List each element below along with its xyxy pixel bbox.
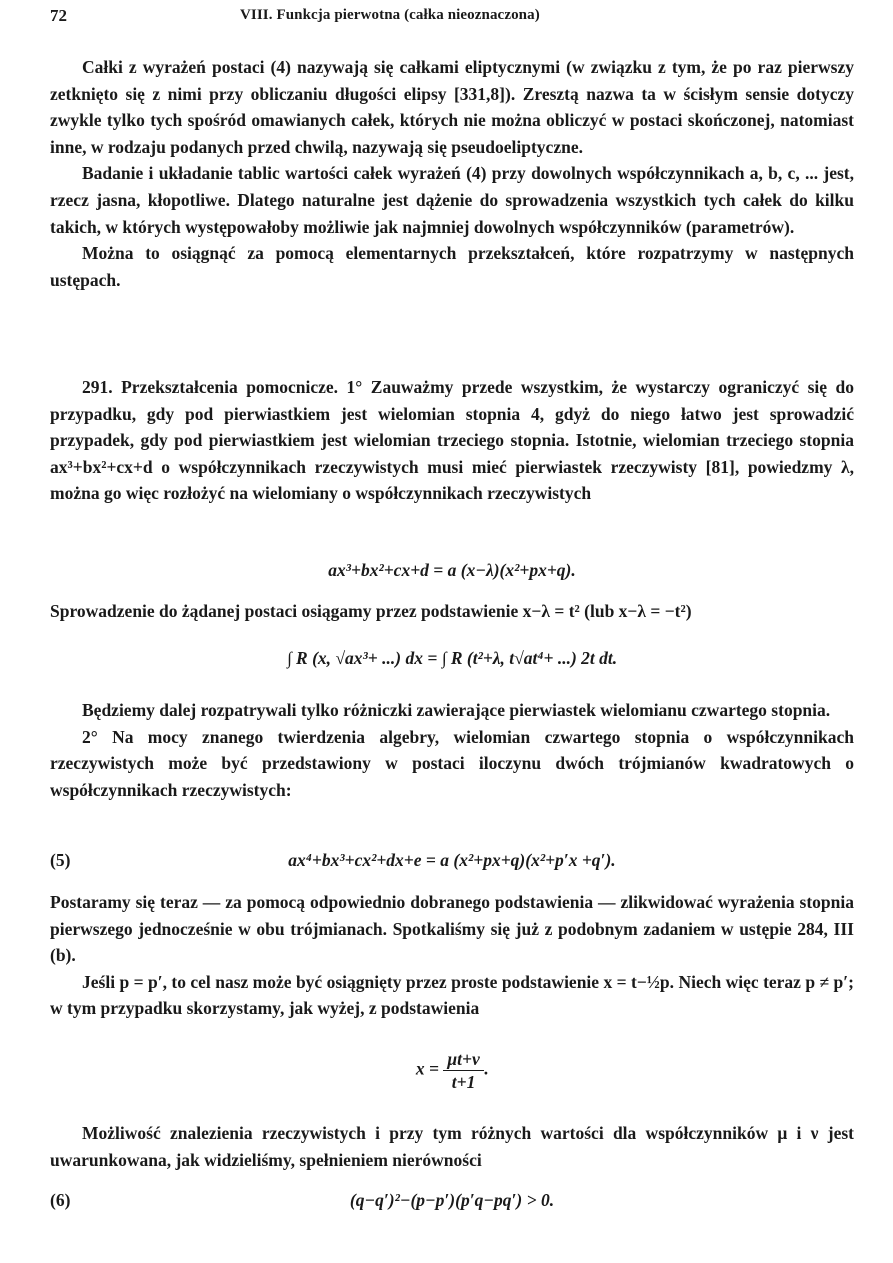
paragraph: Badanie i układanie tablic wartości całek wyrażeń (4) przy dowolnych współczynnikach a, b, c, ... jest, rzecz jasna, kłopotliwe. Dlatego naturalne jest dążenie do sprowadzenia wszystkich tych całek do kilku takich, w których występowałoby możliwie jak najmniej dowolnych współczynników (parametrów). — [50, 163, 854, 237]
section-291 — [50, 374, 854, 507]
substitution-line: Sprowadzenie do żądanej postaci osiągamy przez podstawienie x−λ = t² (lub x−λ = −t²) — [50, 601, 692, 621]
final-paragraph: Możliwość znalezienia rzeczywistych i przy tym różnych wartości dla współczynników μ i ν jest uwarunkowana, jak widzieliśmy, spełnieniem nierówności — [50, 1123, 854, 1170]
middle-paragraphs — [50, 697, 854, 803]
paragraph: 2° Na mocy znanego twierdzenia algebry, wielomian czwartego stopnia o współczynnikach rzeczywistych może być przedstawiony w postaci iloczynu dwóch trójmianów kwadratowych o współczynnikach rzeczywistych: — [50, 726, 854, 800]
equation-label: (6) — [50, 1190, 71, 1210]
running-title: VIII. Funkcja pierwotna (całka nieoznaczona) — [240, 7, 540, 23]
equation-label: (5) — [50, 850, 71, 870]
running-header — [50, 6, 854, 28]
paragraph: Postaramy się teraz — za pomocą odpowiednio dobranego podstawienia — zlikwidować wyrażenia stopnia pierwszego jednocześnie w obu trójmianach. Spotkaliśmy się już z podobnym zadaniem w ustępie 284, III (b). — [50, 892, 854, 966]
page-number: 72 — [50, 6, 67, 25]
fraction: $\frac{\mu t+\nu}{t+1}$ — [443, 1048, 483, 1093]
intro-paragraphs — [50, 54, 854, 293]
section-para-1: 1° Zauważmy przede wszystkim, że wystarczy ograniczyć się do przypadku, gdy pod pierwiastkiem jest wielomian stopnia 4, gdyż do niego łatwo jest sprowadzić przypadek, gdy pod pierwiastkiem jest wielomian trzeciego stopnia. Istotnie, wielomian trzeciego stopnia ax³+bx²+cx+d o współczynnikach rzeczywistych musi mieć pierwiastek rzeczywisty [81], powiedzmy λ, można go więc rozłożyć na wielomiany o współczynnikach rzeczywistych — [50, 377, 855, 504]
paragraph: Jeśli p = p′, to cel nasz może być osiągnięty przez proste podstawienie x = t−½p. Niech więc teraz p ≠ p′; w tym przypadku skorzystamy, jak wyżej, z podstawienia — [50, 971, 854, 1019]
section-number: 291. — [82, 377, 113, 397]
paragraph: Można to osiągnąć za pomocą elementarnych przekształceń, które rozpatrzymy w następnych ustępach. — [50, 243, 854, 290]
paragraph: Będziemy dalej rozpatrywali tylko różniczki zawierające pierwiastek wielomianu czwartego stopnia. — [82, 700, 831, 720]
paragraph: Całki z wyrażeń postaci (4) nazywają się całkami eliptycznymi (w związku z tym, że po raz pierwszy zetknięto się z nimi przy obliczaniu długości elipsy [331,8]). Zresztą nazwa ta w ścisłym sensie dotyczy zwykle tylko tych spośród omawianych całek, których nie można obliczyć w postaci skończonej, natomiast inne, w rodzaju podanych przed chwilą, nazywają się pseudoeliptyczne. — [50, 57, 854, 157]
section-heading: Przekształcenia pomocnicze. — [121, 377, 339, 397]
after-eq5-paragraphs — [50, 889, 854, 1022]
